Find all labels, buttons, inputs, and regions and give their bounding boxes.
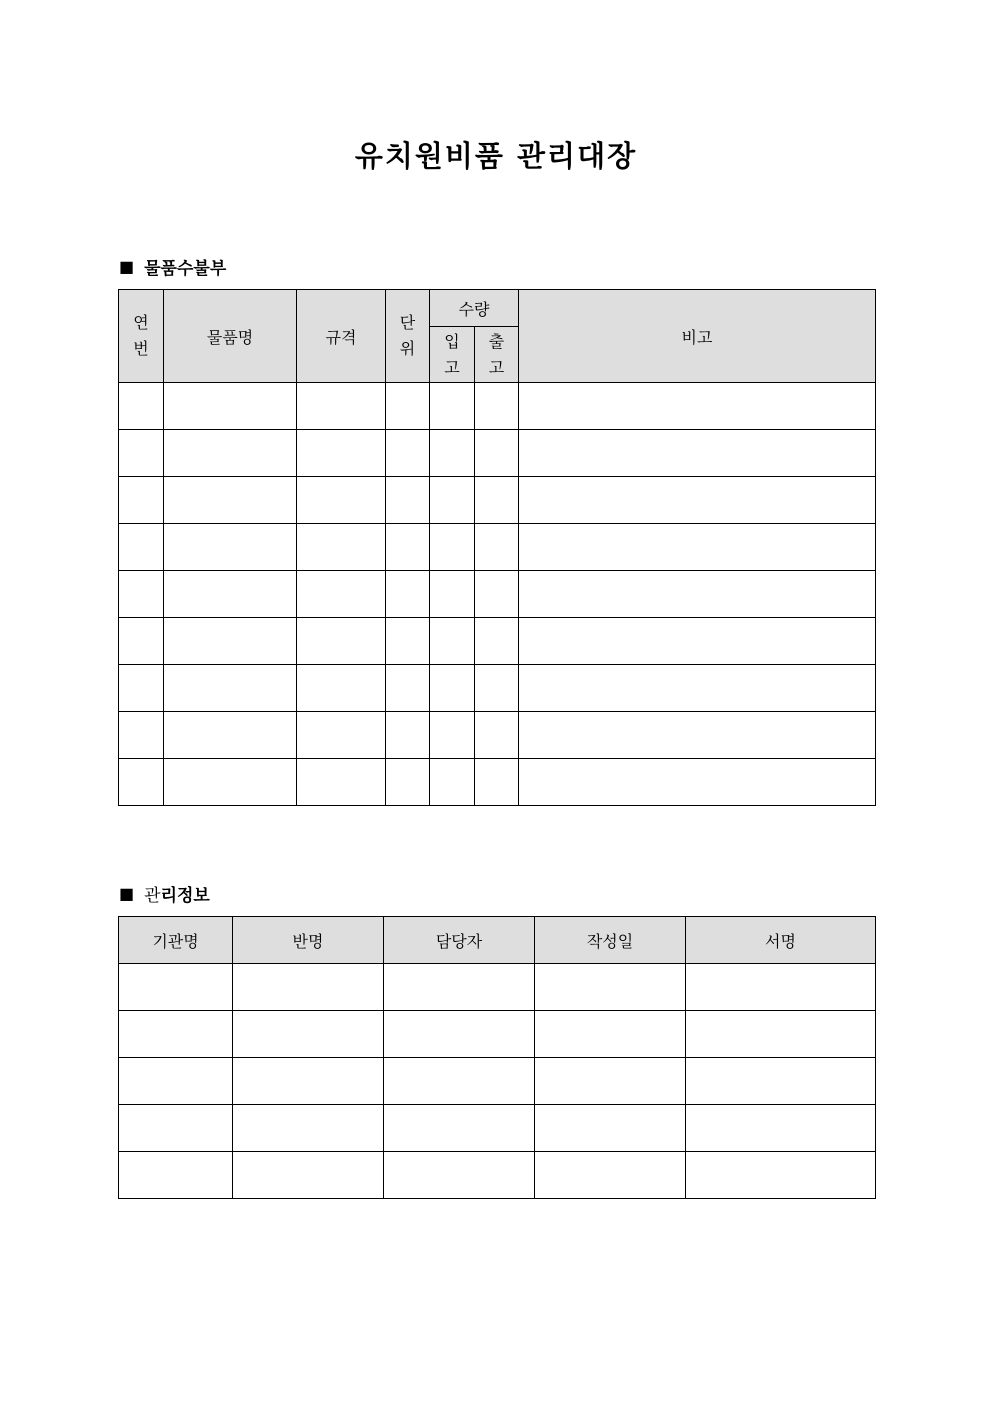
table-cell[interactable] xyxy=(519,665,876,712)
table-cell[interactable] xyxy=(475,477,519,524)
table-cell[interactable] xyxy=(164,571,297,618)
table-cell[interactable] xyxy=(233,964,384,1011)
table-cell[interactable] xyxy=(475,524,519,571)
table-cell[interactable] xyxy=(119,571,164,618)
table-cell[interactable] xyxy=(430,618,475,665)
table-cell[interactable] xyxy=(164,618,297,665)
table-cell[interactable] xyxy=(386,477,430,524)
table-cell[interactable] xyxy=(430,477,475,524)
table-cell[interactable] xyxy=(164,477,297,524)
table-row xyxy=(119,571,876,618)
table-cell[interactable] xyxy=(519,383,876,430)
table-cell[interactable] xyxy=(119,759,164,806)
table-cell[interactable] xyxy=(519,430,876,477)
table-cell[interactable] xyxy=(164,759,297,806)
table-cell[interactable] xyxy=(119,524,164,571)
table-cell[interactable] xyxy=(430,524,475,571)
table-cell[interactable] xyxy=(686,1152,876,1199)
table-row xyxy=(119,665,876,712)
table-cell[interactable] xyxy=(119,1011,233,1058)
table-cell[interactable] xyxy=(384,964,535,1011)
table-cell[interactable] xyxy=(519,712,876,759)
table-row xyxy=(119,1011,876,1058)
table-cell[interactable] xyxy=(686,1058,876,1105)
table-header-cell: 담당자 xyxy=(384,917,535,964)
table-header-cell: 반명 xyxy=(233,917,384,964)
header-serial: 연 번 xyxy=(119,290,164,383)
table-cell[interactable] xyxy=(119,665,164,712)
table-cell[interactable] xyxy=(119,1152,233,1199)
header-in: 입 고 xyxy=(430,327,475,383)
table-cell[interactable] xyxy=(535,1152,686,1199)
table-cell[interactable] xyxy=(233,1152,384,1199)
section-heading-label-pre: 관 xyxy=(144,886,161,906)
table-cell[interactable] xyxy=(475,383,519,430)
table-cell[interactable] xyxy=(519,618,876,665)
header-item-name: 물품명 xyxy=(164,290,297,383)
table-row xyxy=(119,1105,876,1152)
table-row xyxy=(119,712,876,759)
table-row xyxy=(119,1152,876,1199)
table-header-cell: 기관명 xyxy=(119,917,233,964)
table-cell[interactable] xyxy=(519,524,876,571)
table-cell[interactable] xyxy=(386,571,430,618)
table-cell[interactable] xyxy=(519,571,876,618)
table-cell[interactable] xyxy=(164,524,297,571)
table-cell[interactable] xyxy=(430,759,475,806)
table-cell[interactable] xyxy=(119,383,164,430)
header-remarks: 비고 xyxy=(519,290,876,383)
table-header-cell: 작성일 xyxy=(535,917,686,964)
table-cell[interactable] xyxy=(386,383,430,430)
table-cell[interactable] xyxy=(430,383,475,430)
table-cell[interactable] xyxy=(297,430,386,477)
table-cell[interactable] xyxy=(475,618,519,665)
table-cell[interactable] xyxy=(386,665,430,712)
table-header-row xyxy=(119,917,876,964)
table-cell[interactable] xyxy=(475,712,519,759)
header-spec: 규격 xyxy=(297,290,386,383)
square-bullet-icon: ■ xyxy=(119,257,135,276)
table-cell[interactable] xyxy=(119,618,164,665)
table-cell[interactable] xyxy=(297,524,386,571)
table-cell[interactable] xyxy=(386,524,430,571)
table-cell[interactable] xyxy=(535,1011,686,1058)
table-cell[interactable] xyxy=(686,1105,876,1152)
table-cell[interactable] xyxy=(164,712,297,759)
table-row xyxy=(119,477,876,524)
table-cell[interactable] xyxy=(119,1105,233,1152)
header-quantity: 수량 xyxy=(430,290,519,327)
management-info-table xyxy=(118,916,876,1199)
section-heading-label: 리정보 xyxy=(160,886,210,906)
section-heading-management xyxy=(119,881,210,906)
table-cell[interactable] xyxy=(384,1058,535,1105)
table-cell[interactable] xyxy=(233,1011,384,1058)
table-row xyxy=(119,430,876,477)
table-cell[interactable] xyxy=(164,665,297,712)
table-cell[interactable] xyxy=(686,1011,876,1058)
table-cell[interactable] xyxy=(384,1152,535,1199)
ledger-table xyxy=(118,289,876,806)
table-cell[interactable] xyxy=(164,383,297,430)
table-cell[interactable] xyxy=(297,665,386,712)
table-row xyxy=(119,1058,876,1105)
table-cell[interactable] xyxy=(386,618,430,665)
table-cell[interactable] xyxy=(475,571,519,618)
table-cell[interactable] xyxy=(297,383,386,430)
table-cell[interactable] xyxy=(430,571,475,618)
table-cell[interactable] xyxy=(119,964,233,1011)
table-cell[interactable] xyxy=(233,1058,384,1105)
table-cell[interactable] xyxy=(297,618,386,665)
table-cell[interactable] xyxy=(519,477,876,524)
table-cell[interactable] xyxy=(430,430,475,477)
table-row xyxy=(119,964,876,1011)
section-heading-label: 물품수불부 xyxy=(144,259,227,279)
table-row xyxy=(119,383,876,430)
table-cell[interactable] xyxy=(535,964,686,1011)
table-row xyxy=(119,618,876,665)
table-cell[interactable] xyxy=(475,759,519,806)
square-bullet-icon: ■ xyxy=(119,884,135,903)
header-out: 출 고 xyxy=(475,327,519,383)
table-cell[interactable] xyxy=(535,1105,686,1152)
table-cell[interactable] xyxy=(297,571,386,618)
table-cell[interactable] xyxy=(386,430,430,477)
table-cell[interactable] xyxy=(430,665,475,712)
table-row xyxy=(119,759,876,806)
table-cell[interactable] xyxy=(297,759,386,806)
table-cell[interactable] xyxy=(119,1058,233,1105)
table-cell[interactable] xyxy=(686,964,876,1011)
table-cell[interactable] xyxy=(164,430,297,477)
table-cell[interactable] xyxy=(297,477,386,524)
page-title: 유치원비품 관리대장 xyxy=(354,139,638,173)
table-header-cell: 서명 xyxy=(686,917,876,964)
table-row xyxy=(119,524,876,571)
table-cell[interactable] xyxy=(119,712,164,759)
table-cell[interactable] xyxy=(386,759,430,806)
table-cell[interactable] xyxy=(233,1105,384,1152)
table-cell[interactable] xyxy=(475,665,519,712)
table-cell[interactable] xyxy=(384,1011,535,1058)
table-cell[interactable] xyxy=(519,759,876,806)
table-cell[interactable] xyxy=(475,430,519,477)
table-cell[interactable] xyxy=(119,430,164,477)
table-cell[interactable] xyxy=(430,712,475,759)
table-cell[interactable] xyxy=(119,477,164,524)
table-cell[interactable] xyxy=(535,1058,686,1105)
table-cell[interactable] xyxy=(384,1105,535,1152)
table-cell[interactable] xyxy=(297,712,386,759)
table-cell[interactable] xyxy=(386,712,430,759)
header-unit: 단 위 xyxy=(386,290,430,383)
section-heading-ledger xyxy=(119,254,226,279)
